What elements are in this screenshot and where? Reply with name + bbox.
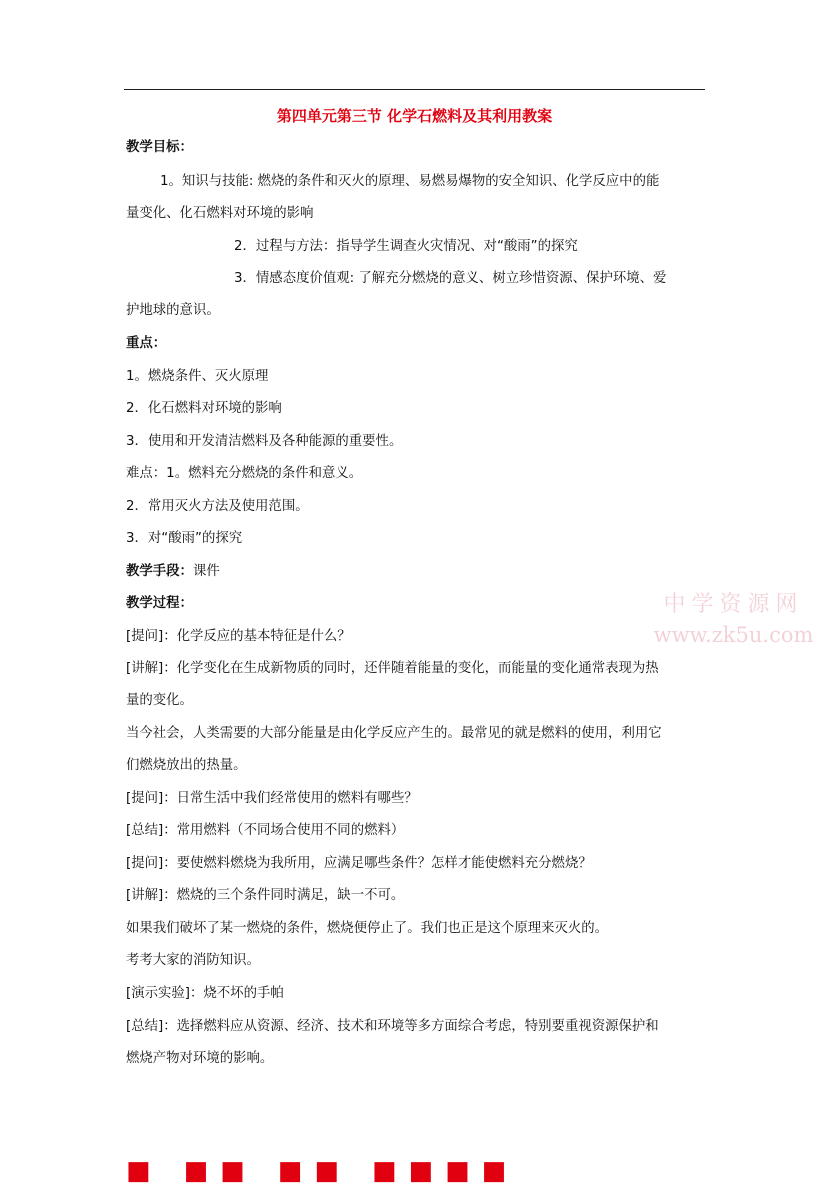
process-item-6: [提问]：要使燃料燃烧为我所用，应满足哪些条件？怎样才能使燃料充分燃烧？ <box>126 856 592 871</box>
process-item-1: [提问]：化学反应的基本特征是什么？ <box>126 629 351 644</box>
watermark <box>640 592 827 648</box>
process-item-11-line-2: 燃烧产物对环境的影响。 <box>126 1051 274 1066</box>
objective-3-line-1: 3．情感态度价值观: 了解充分燃烧的意义、树立珍惜资源、保护环境、爱 <box>234 271 667 286</box>
process-item-7: [讲解]：燃烧的三个条件同时满足，缺一不可。 <box>126 888 405 903</box>
objective-3-line-2: 护地球的意识。 <box>126 303 220 318</box>
process-heading: 教学过程： <box>126 596 193 611</box>
document-title: 第四单元第三节 化学石燃料及其利用教案 <box>276 107 553 125</box>
objectives-heading: 教学目标： <box>126 140 193 155</box>
key-points-heading: 重点： <box>126 336 167 351</box>
process-item-10: [演示实验]：烧不坏的手帕 <box>126 986 284 1001</box>
watermark-text: 中学资源网 <box>663 592 804 617</box>
cut-off-heading-glyphs: ■ ■■ ■■ ■■■■ <box>126 1156 519 1186</box>
header-rule <box>124 89 705 90</box>
objective-1-line-1: 1。知识与技能: 燃烧的条件和灭火的原理、易燃易爆物的安全知识、化学反应中的能 <box>160 174 660 189</box>
process-item-4: [提问]：日常生活中我们经常使用的燃料有哪些？ <box>126 791 418 806</box>
cut-off-next-heading <box>126 1156 519 1186</box>
difficulty-2: 2．常用灭火方法及使用范围。 <box>126 499 309 514</box>
key-point-2: 2．化石燃料对环境的影响 <box>126 401 282 416</box>
key-point-3: 3．使用和开发清洁燃料及各种能源的重要性。 <box>126 434 403 449</box>
process-item-3-line-1: 当今社会，人类需要的大部分能量是由化学反应产生的。最常见的就是燃料的使用，利用它 <box>126 726 662 741</box>
difficulty-1: 难点：1。燃料充分燃烧的条件和意义。 <box>126 466 363 481</box>
objective-2: 2．过程与方法：指导学生调查火灾情况、对“酸雨”的探究 <box>234 239 578 254</box>
process-item-2-line-1: [讲解]：化学变化在生成新物质的同时，还伴随着能量的变化，而能量的变化通常表现为热 <box>126 661 659 676</box>
difficulty-3: 3．对“酸雨”的探究 <box>126 531 243 546</box>
teaching-means <box>126 563 706 581</box>
key-point-1: 1。燃烧条件、灭火原理 <box>126 369 269 384</box>
process-item-2-line-2: 量的变化。 <box>126 693 193 708</box>
process-item-5: [总结]：常用燃料（不同场合使用不同的燃料） <box>126 823 405 838</box>
process-item-9: 考考大家的消防知识。 <box>126 953 260 968</box>
objective-1-line-2: 量变化、化石燃料对环境的影响 <box>126 206 314 221</box>
process-item-8: 如果我们破坏了某一燃烧的条件，燃烧便停止了。我们也正是这个原理来灭火的。 <box>126 921 609 936</box>
teaching-means-value: 课件 <box>192 564 220 579</box>
teaching-means-label: 教学手段： <box>126 564 193 579</box>
process-item-3-line-2: 们燃烧放出的热量。 <box>126 758 247 773</box>
process-item-11-line-1: [总结]：选择燃料应从资源、经济、技术和环境等多方面综合考虑，特别要重视资源保护和 <box>126 1019 659 1034</box>
watermark-url: www.zk5u.com <box>653 623 814 647</box>
